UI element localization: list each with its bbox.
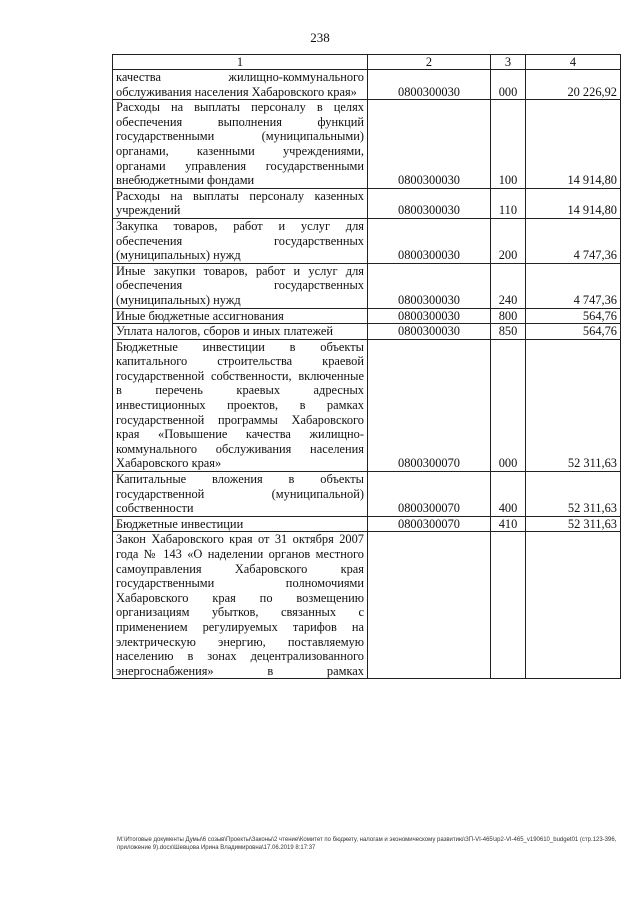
column-header: 1 [113,55,368,70]
column-header: 4 [526,55,621,70]
table-row [113,188,621,218]
row-description: Расходы на выплаты персоналу казенных учреждений [113,188,368,218]
target-article-code: 0800300030 [368,218,491,263]
target-article-code [368,532,491,679]
target-article-code: 0800300030 [368,263,491,308]
expense-type-code: 100 [491,100,526,189]
document-path-footer: М:\Итоговые документы Думы\6 созыв\Проекты\Законы\2 чтение\Комитет по бюджету, налогам и экономическому развитию\ЗП-VI-465\зр2-VI-465_v190610_budget01 (стр.123-396, приложение 9).docx\Шевцова Ирина Владимировна\17.06.2019 8:17:37 [117,837,617,851]
expense-type-code: 850 [491,324,526,340]
table-header-row [113,55,621,70]
expense-type-code [491,532,526,679]
target-article-code: 0800300030 [368,100,491,189]
amount: 4 747,36 [526,263,621,308]
table-row [113,308,621,324]
amount [526,532,621,679]
row-description: Расходы на выплаты персоналу в целях обеспечения выполнения функций государственными (муниципальными) органами, казенными учреждениями, органами управления государственными внебюджетными фондами [113,100,368,189]
amount: 14 914,80 [526,188,621,218]
expense-type-code: 000 [491,70,526,100]
budget-table [112,54,621,679]
target-article-code: 0800300070 [368,516,491,532]
expense-type-code: 110 [491,188,526,218]
table-row [113,100,621,189]
row-description: качества жилищно-коммунального обслуживания населения Хабаровского края» [113,70,368,100]
amount: 52 311,63 [526,472,621,517]
target-article-code: 0800300030 [368,188,491,218]
row-description: Капитальные вложения в объекты государственной (муниципальной) собственности [113,472,368,517]
expense-type-code: 410 [491,516,526,532]
target-article-code: 0800300070 [368,339,491,471]
amount: 14 914,80 [526,100,621,189]
table-row [113,263,621,308]
expense-type-code: 800 [491,308,526,324]
table-row [113,218,621,263]
page-number: 238 [310,30,330,45]
table-row [113,339,621,471]
amount: 52 311,63 [526,339,621,471]
target-article-code: 0800300030 [368,308,491,324]
amount: 52 311,63 [526,516,621,532]
expense-type-code: 400 [491,472,526,517]
column-header: 2 [368,55,491,70]
amount: 564,76 [526,324,621,340]
table-row [113,324,621,340]
table-row [113,472,621,517]
row-description: Закупка товаров, работ и услуг для обеспечения государственных (муниципальных) нужд [113,218,368,263]
expense-type-code: 240 [491,263,526,308]
column-header: 3 [491,55,526,70]
row-description: Иные закупки товаров, работ и услуг для обеспечения государственных (муниципальных) нужд [113,263,368,308]
table-row [113,532,621,679]
table-row [113,70,621,100]
row-description: Бюджетные инвестиции в объекты капитального строительства краевой государственной собственности, включенные в перечень краевых адресных инвестиционных проектов, в рамках государственной программы Хабаровского края «Повышение качества жилищно-коммунального обслуживания населения Хабаровского края» [113,339,368,471]
row-description: Уплата налогов, сборов и иных платежей [113,324,368,340]
target-article-code: 0800300030 [368,324,491,340]
expense-type-code: 200 [491,218,526,263]
expense-type-code: 000 [491,339,526,471]
table-row [113,516,621,532]
amount: 20 226,92 [526,70,621,100]
row-description: Иные бюджетные ассигнования [113,308,368,324]
target-article-code: 0800300030 [368,70,491,100]
target-article-code: 0800300070 [368,472,491,517]
amount: 4 747,36 [526,218,621,263]
row-description: Бюджетные инвестиции [113,516,368,532]
row-description: Закон Хабаровского края от 31 октября 2007 года № 143 «О наделении органов местного самоуправления Хабаровского края государственными полномочиями Хабаровского края по возмещению организациям убытков, связанных с применением регулируемых тарифов на электрическую энергию, поставляемую населению в зонах децентрализованного энергоснабжения» в рамках [113,532,368,679]
amount: 564,76 [526,308,621,324]
